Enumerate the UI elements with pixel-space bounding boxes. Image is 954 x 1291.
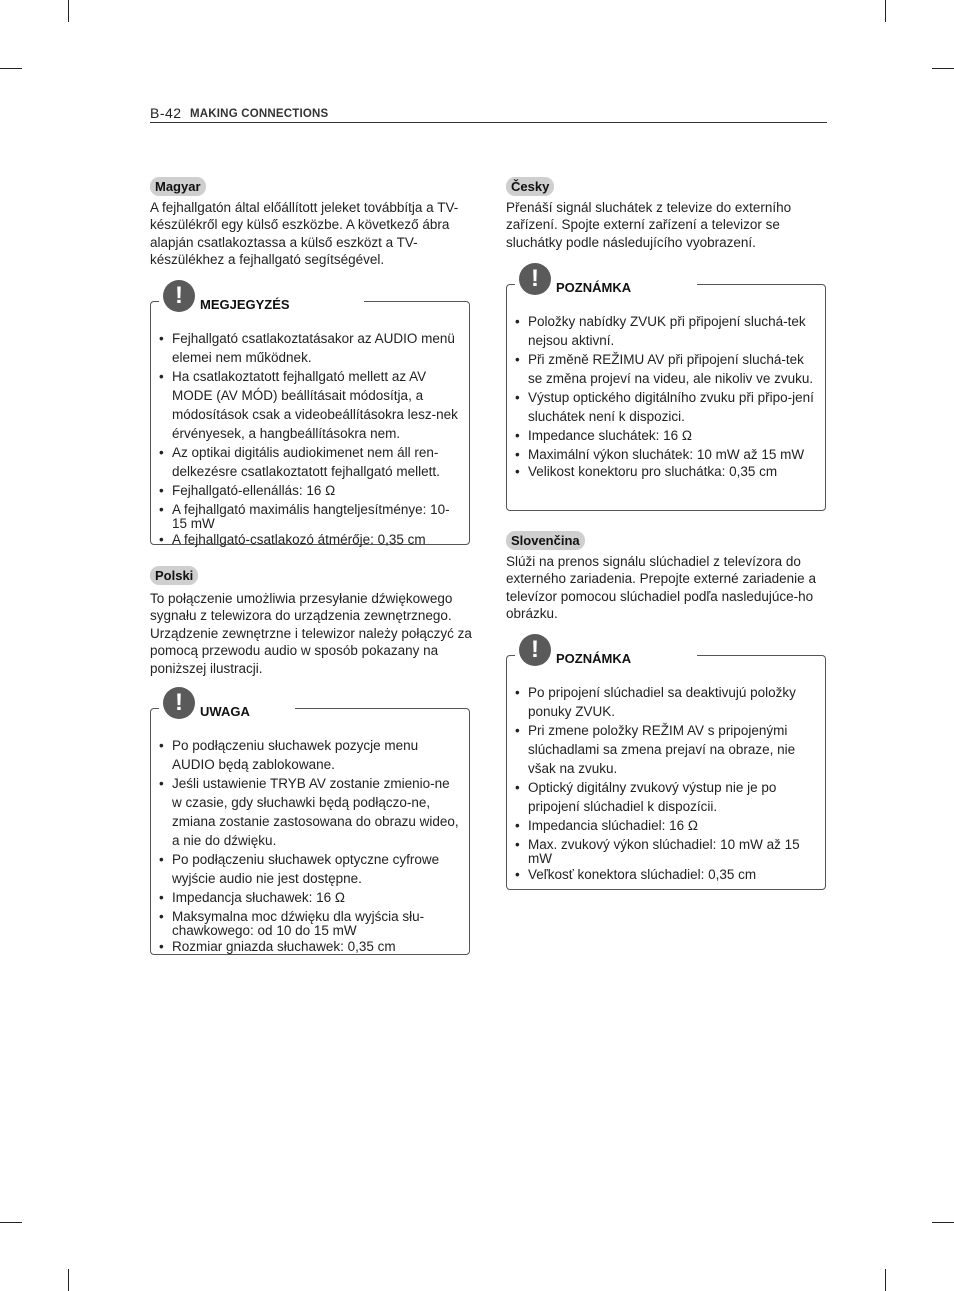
- list-item: • Veľkosť konektora slúchadiel: 0,35 cm: [515, 865, 815, 884]
- language-label-polski: Polski: [150, 566, 198, 585]
- page-number: B-42: [150, 105, 182, 121]
- list-item: • Impedancja słuchawek: 16 Ω: [159, 888, 459, 907]
- list-item: • Maximální výkon sluchátek: 10 mW až 15 mW: [515, 448, 815, 462]
- note-title: POZNÁMKA: [556, 280, 632, 295]
- list-item: • Rozmiar gniazda słuchawek: 0,35 cm: [159, 937, 459, 956]
- note-box-slovencina: [506, 636, 826, 890]
- list-item: • Fejhallgató-ellenállás: 16 Ω: [159, 481, 459, 500]
- section-title: MAKING CONNECTIONS: [190, 108, 329, 120]
- list-item: • A fejhallgató-csatlakozó átmérője: 0,35 cm: [159, 530, 459, 549]
- language-label-slovencina: Slovenčina: [506, 531, 585, 550]
- warning-icon: !: [163, 280, 195, 312]
- crop-mark: [885, 1269, 886, 1291]
- note-box-magyar: [150, 282, 470, 547]
- note-title: POZNÁMKA: [556, 651, 632, 666]
- warning-icon: !: [163, 687, 195, 719]
- list-item: • A fejhallgató maximális hangteljesítménye: 10-15 mW: [159, 503, 459, 530]
- list-item: • Při změně REŽIMU AV při připojení sluchá-tek se změna projeví na videu, ale nikoliv ve zvuku.: [515, 350, 815, 388]
- crop-mark: [68, 1269, 69, 1291]
- intro-slovencina: Slúži na prenos signálu slúchadiel z televízora do externého zariadenia. Prepojte externé zariadenie a televízor pomocou slúchadiel podľa nasledujúce-ho obrázku.: [506, 554, 816, 622]
- note-list: [159, 329, 459, 549]
- language-label-magyar: Magyar: [150, 177, 206, 196]
- crop-mark: [0, 68, 22, 69]
- crop-mark: [885, 0, 886, 22]
- warning-icon: !: [519, 634, 551, 666]
- list-item: • Az optikai digitális audiokimenet nem áll ren-delkezésre csatlakoztatott fejhallgató mellett.: [159, 443, 459, 481]
- list-item: • Pri zmene položky REŽIM AV s pripojenými slúchadlami sa zmena prejaví na obraze, nie však na zvuku.: [515, 721, 815, 778]
- list-item: • Impedance sluchátek: 16 Ω: [515, 426, 815, 445]
- note-box-cesky: [506, 265, 826, 511]
- note-list: [159, 736, 459, 956]
- list-item: • Po pripojení slúchadiel sa deaktivujú položky ponuky ZVUK.: [515, 683, 815, 721]
- note-title: UWAGA: [200, 704, 250, 719]
- list-item: • Jeśli ustawienie TRYB AV zostanie zmienio-ne w czasie, gdy słuchawki będą podłączo-ne, zmiana zostanie zastosowana do obrazu wideo, a nie do dźwięku.: [159, 774, 459, 850]
- list-item: • Maksymalna moc dźwięku dla wyjścia słu-chawkowego: od 10 do 15 mW: [159, 910, 459, 937]
- intro-magyar: A fejhallgatón által előállított jeleket továbbítja a TV-készülékről egy külső eszközbe. A következő ábra alapján csatlakoztassa a külső eszközt a TV-készülékhez a fejhallgató segítségével.: [150, 200, 459, 268]
- crop-mark: [0, 1222, 22, 1223]
- intro-cesky: Přenáší signál sluchátek z televize do externího zařízení. Spojte externí zařízení a televizor se sluchátky podle následujícího vyobrazení.: [506, 200, 792, 250]
- crop-mark: [932, 1222, 954, 1223]
- note-title: MEGJEGYZÉS: [200, 297, 290, 312]
- list-item: • Optický digitálny zvukový výstup nie je po pripojení slúchadiel k dispozícii.: [515, 778, 815, 816]
- crop-mark: [932, 68, 954, 69]
- list-item: • Impedancia slúchadiel: 16 Ω: [515, 816, 815, 835]
- list-item: • Po podłączeniu słuchawek optyczne cyfrowe wyjście audio nie jest dostępne.: [159, 850, 459, 888]
- crop-mark: [68, 0, 69, 22]
- list-item: • Fejhallgató csatlakoztatásakor az AUDIO menü elemei nem működnek.: [159, 329, 459, 367]
- list-item: • Velikost konektoru pro sluchátka: 0,35 cm: [515, 462, 815, 481]
- note-list: [515, 312, 815, 481]
- list-item: • Ha csatlakoztatott fejhallgató mellett az AV MODE (AV MÓD) beállításait módosítja, a módosítások csak a videobeállításokra lesz-nek érvényesek, a hangbeállításokra nem.: [159, 367, 459, 443]
- page-header: [150, 106, 827, 123]
- intro-polski: To połączenie umożliwia przesyłanie dźwiękowego sygnału z telewizora do urządzenia zewnętrznego. Urządzenie zewnętrzne i telewizor należy połączyć za pomocą przewodu audio w sposób pokazany na poniższej ilustracji.: [150, 591, 472, 676]
- note-box-polski: [150, 689, 470, 955]
- warning-icon: !: [519, 263, 551, 295]
- list-item: • Položky nabídky ZVUK při připojení sluchá-tek nejsou aktivní.: [515, 312, 815, 350]
- list-item: • Max. zvukový výkon slúchadiel: 10 mW až 15 mW: [515, 838, 815, 865]
- note-list: [515, 683, 815, 884]
- list-item: • Výstup optického digitálního zvuku při připo-jení sluchátek není k dispozici.: [515, 388, 815, 426]
- list-item: • Po podłączeniu słuchawek pozycje menu AUDIO będą zablokowane.: [159, 736, 459, 774]
- language-label-cesky: Česky: [506, 177, 554, 196]
